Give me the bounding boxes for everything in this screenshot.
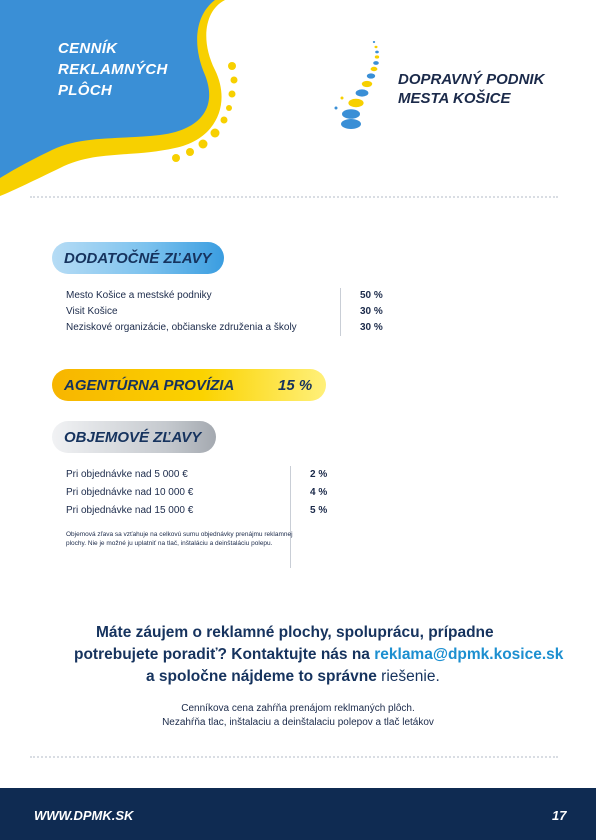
volume-label: Pri objednávke nad 10 000 € xyxy=(66,487,194,498)
volume-value: 5 % xyxy=(310,505,328,516)
volume-value: 4 % xyxy=(310,487,328,498)
cta-text: Máte záujem o reklamné plochy, spoluprácu, prípadne xyxy=(96,624,494,641)
volume-label: Pri objednávke nad 5 000 € xyxy=(66,469,188,480)
cta-text-regular: riešenie. xyxy=(381,668,440,685)
cta-line-2 xyxy=(0,646,596,664)
discount-label: Mesto Košice a mestské podniky xyxy=(66,290,212,301)
discount-value: 30 % xyxy=(360,322,383,333)
corner-title xyxy=(58,38,168,101)
volume-discounts-heading-text: OBJEMOVÉ ZĽAVY xyxy=(64,428,202,446)
price-note-line: Cenníkova cena zahŕňa prenájom reklmaných plôch. xyxy=(181,703,415,714)
volume-value: 2 % xyxy=(310,469,328,480)
corner-title-line: CENNÍK xyxy=(58,40,118,57)
corner-title-line: REKLAMNÝCH xyxy=(58,61,168,78)
discount-label: Neziskové organizácie, občianske združenia a školy xyxy=(66,322,297,333)
volume-discount-note: Objemová zľava sa vzťahuje na celkovú sumu objednávky prenájmu reklamnej plochy. Nie je možné ju uplatniť na tlač, inštaláciu a deinštaláciu polepu. xyxy=(66,531,293,547)
cta-line-1 xyxy=(0,624,596,642)
page-number: 17 xyxy=(552,808,567,823)
agency-commission-value: 15 % xyxy=(278,376,313,394)
logo-text xyxy=(398,70,544,108)
cta-line-3 xyxy=(0,668,596,686)
email-link[interactable]: reklama@dpmk.kosice.sk xyxy=(374,646,564,663)
discount-label: Visit Košice xyxy=(66,306,118,317)
dpmk-logo-icon xyxy=(330,38,394,130)
column-separator xyxy=(290,466,291,568)
additional-discounts-heading xyxy=(52,242,224,274)
price-note-line: Nezahŕňa tlac, inštalaciu a deinštalaciu polepov a tlač letákov xyxy=(162,717,434,728)
logo-text-line: MESTA KOŠICE xyxy=(398,90,511,107)
discount-value: 30 % xyxy=(360,306,383,317)
column-separator xyxy=(340,288,341,336)
divider xyxy=(30,196,558,198)
logo-text-line: DOPRAVNÝ PODNIK xyxy=(398,71,545,88)
cta-text: a spoločne nájdeme to správne xyxy=(146,668,382,685)
additional-discounts-heading-text: DODATOČNÉ ZĽAVY xyxy=(64,249,212,267)
footer-url-link[interactable]: WWW.DPMK.SK xyxy=(34,808,134,823)
agency-commission-heading xyxy=(52,369,326,401)
cta-text: potrebujete poradiť? Kontaktujte nás na xyxy=(74,646,375,663)
volume-discounts-heading xyxy=(52,421,216,453)
volume-label: Pri objednávke nad 15 000 € xyxy=(66,505,194,516)
corner-title-line: PLÔCH xyxy=(58,82,112,99)
divider xyxy=(30,756,558,758)
agency-commission-heading-text: AGENTÚRNA PROVÍZIA xyxy=(64,376,235,394)
discount-value: 50 % xyxy=(360,290,383,301)
